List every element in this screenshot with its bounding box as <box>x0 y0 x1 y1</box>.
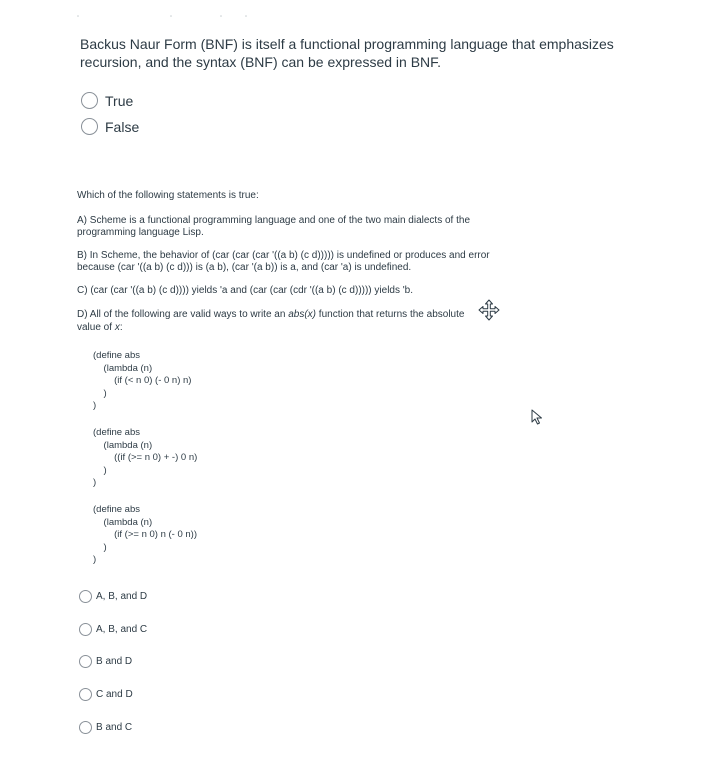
question-2-option-1[interactable] <box>79 590 147 603</box>
move-icon[interactable] <box>478 299 500 321</box>
question-2-lead: Which of the following statements is true: <box>77 190 259 201</box>
question-2-option-2[interactable] <box>79 623 147 636</box>
question-1-option-false[interactable] <box>81 118 139 135</box>
radio-button[interactable] <box>81 92 98 109</box>
option-label: True <box>105 92 134 109</box>
radio-button[interactable] <box>81 118 98 135</box>
question-2-option-4[interactable] <box>79 688 133 701</box>
option-label: B and C <box>96 722 133 733</box>
question-1-option-true[interactable] <box>81 92 133 109</box>
code-block-3: (define abs (lambda (n) (if (>= n 0) n (- 0 n)) ) ) <box>93 504 197 566</box>
code-block-2: (define abs (lambda (n) ((if (>= n 0) + -) 0 n) ) ) <box>93 427 198 489</box>
option-label: C and D <box>96 689 133 700</box>
option-label: A, B, and D <box>96 591 148 602</box>
statement-d: D) All of the following are valid ways to write an abs(x) function that returns the absolute value of x: <box>77 309 465 333</box>
option-label: A, B, and C <box>96 624 148 635</box>
option-label: B and D <box>96 656 133 667</box>
statement-a: A) Scheme is a functional programming language and one of the two main dialects of the programming language Lisp. <box>77 214 471 238</box>
question-2-option-5[interactable] <box>79 721 132 734</box>
radio-button[interactable] <box>79 623 92 636</box>
statement-b: B) In Scheme, the behavior of (car (car (car '((a b) (c d))))) is undefined or produces and error because (car '((a b) (c d))) is (a b), (car '(a b)) is a, and (car 'a) is undefined. <box>77 249 490 273</box>
code-block-1: (define abs (lambda (n) (if (< n 0) (- 0 n) n) ) ) <box>93 350 192 412</box>
radio-button[interactable] <box>79 590 92 603</box>
mouse-pointer-icon <box>530 409 544 425</box>
top-divider <box>76 14 276 18</box>
question-2-body <box>77 190 517 344</box>
radio-button[interactable] <box>79 688 92 701</box>
statement-c: C) (car (car '((a b) (c d)))) yields 'a and (car (car (cdr '((a b) (c d))))) yields 'b. <box>77 284 414 296</box>
radio-button[interactable] <box>79 655 92 668</box>
option-label: False <box>105 118 140 135</box>
question-2-option-3[interactable] <box>79 655 132 668</box>
question-1-text: Backus Naur Form (BNF) is itself a functional programming language that emphasizes recursion, and the syntax (BNF) can be expressed in BNF. <box>80 36 614 70</box>
radio-button[interactable] <box>79 721 92 734</box>
